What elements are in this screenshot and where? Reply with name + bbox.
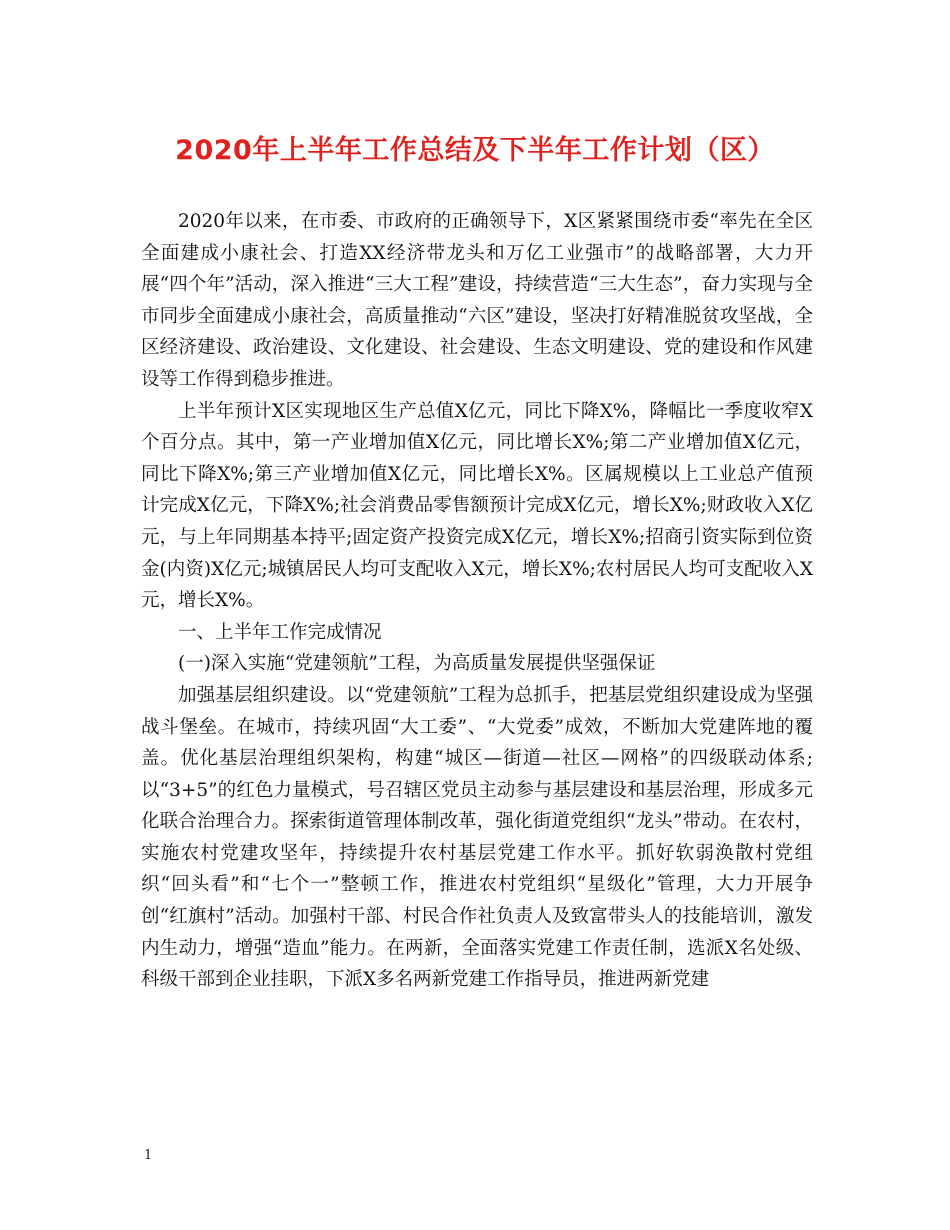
- page-number: 1: [144, 1148, 153, 1163]
- subsection-heading: (一)深入实施“党建领航”工程，为高质量发展提供坚强保证: [178, 653, 656, 675]
- section-heading: 一、上半年工作完成情况: [178, 621, 382, 643]
- subsection-paragraph: 加强基层组织建设。以“党建领航”工程为总抓手，把基层党组织建设成为坚强战斗堡垒。在城市，持续巩固“大工委”、“大党委”成效，不断加大党建阵地的覆盖。优化基层治理组织架构，构建“城区—街道—社区—网格”的四级联动体系;以“3+5”的红色力量模式，号召辖区党员主动参与基层建设和基层治理，形成多元化联合治理合力。探索街道管理体制改革，强化街道党组织“龙头”带动。在农村，实施农村党建攻坚年，持续提升农村基层党建工作水平。抓好软弱涣散村党组织“回头看”和“七个一”整顿工作，推进农村党组织“星级化”管理，大力开展争创“红旗村”活动。加强村干部、村民合作社负责人及致富带头人的技能培训，激发内生动力，增强“造血”能力。在两新，全面落实党建工作责任制，选派X名处级、科级干部到企业挂职，下派X多名两新党建工作指导员，推进两新党建: [141, 684, 813, 991]
- document-body: [141, 206, 813, 996]
- document-title: 2020年上半年工作总结及下半年工作计划（区）: [175, 135, 775, 166]
- intro-paragraph: 2020年以来，在市委、市政府的正确领导下，X区紧紧围绕市委“率先在全区全面建成小康社会、打造XX经济带龙头和万亿工业强市”的战略部署，大力开展“四个年”活动，深入推进“三大工程”建设，持续营造“三大生态”，奋力实现与全市同步全面建成小康社会，高质量推动“六区”建设，坚决打好精准脱贫攻坚战，全区经济建设、政治建设、文化建设、社会建设、生态文明建设、党的建设和作风建设等工作得到稳步推进。: [141, 211, 813, 390]
- economic-summary-paragraph: 上半年预计X区实现地区生产总值X亿元，同比下降X%，降幅比一季度收窄X个百分点。其中，第一产业增加值X亿元，同比增长X%;第二产业增加值X亿元，同比下降X%;第三产业增加值X亿元，同比增长X%。区属规模以上工业总产值预计完成X亿元，下降X%;社会消费品零售额预计完成X亿元，增长X%;财政收入X亿元，与上年同期基本持平;固定资产投资完成X亿元，增长X%;招商引资实际到位资金(内资)X亿元;城镇居民人均可支配收入X元，增长X%;农村居民人均可支配收入X元，增长X%。: [141, 400, 813, 612]
